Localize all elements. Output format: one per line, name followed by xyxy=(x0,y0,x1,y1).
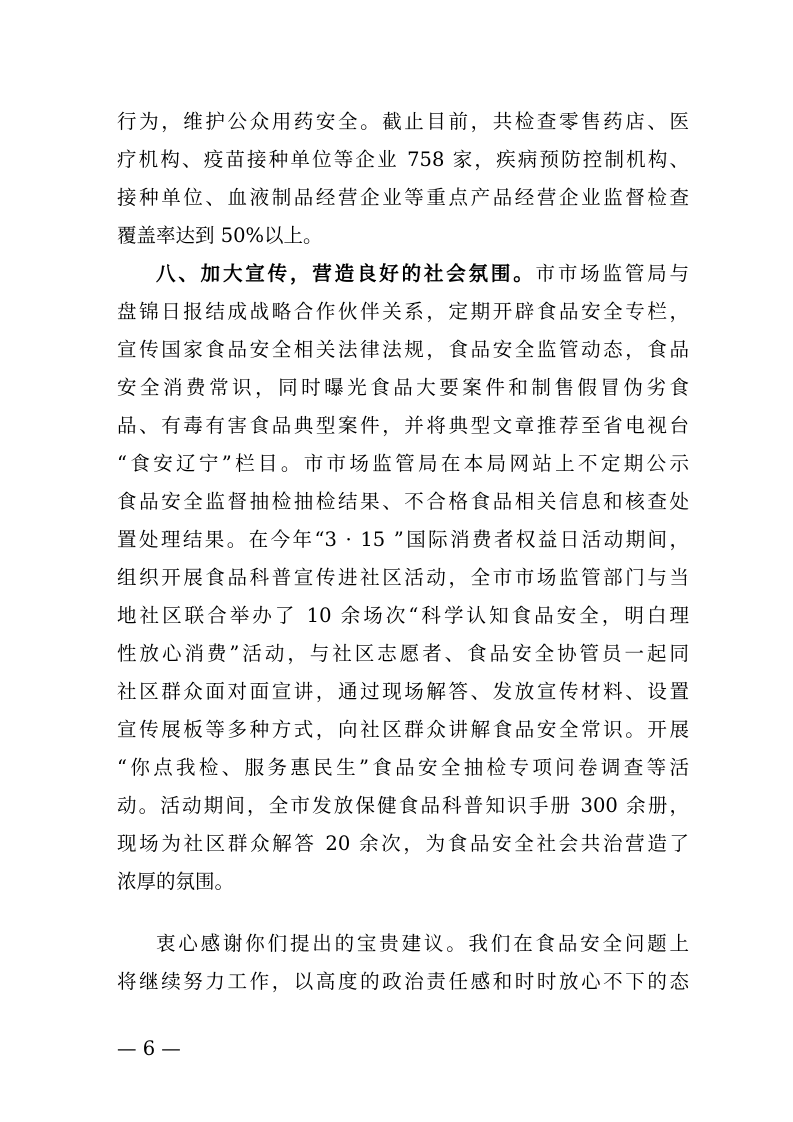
text-line: 行为，维护公众用药安全。截止目前，共检查零售药店、医 xyxy=(117,110,689,133)
paragraph-thanks xyxy=(117,925,689,1001)
text-line: 性放心消费”活动，与社区志愿者、食品安全协管员一起同 xyxy=(117,642,689,665)
text-line: “你点我检、服务惠民生”食品安全抽检专项问卷调查等活 xyxy=(117,756,689,779)
text-line: 品、有毒有害食品典型案件，并将典型文章推荐至省电视台 xyxy=(117,414,689,437)
text-line: 浓厚的氛围。 xyxy=(117,870,235,893)
text-line: 衷心感谢你们提出的宝贵建议。我们在食品安全问题上 xyxy=(156,932,689,955)
paragraph-gap xyxy=(117,901,689,925)
body-text xyxy=(117,103,689,1001)
text-line: 宣传展板等多种方式，向社区群众讲解食品安全常识。开展 xyxy=(117,718,689,741)
text-line: 宣传国家食品安全相关法律法规，食品安全监管动态，食品 xyxy=(117,338,689,361)
text-line: 接种单位、血液制品经营企业等重点产品经营企业监督检查 xyxy=(117,186,689,209)
text-line: 安全消费常识，同时曝光食品大要案件和制售假冒伪劣食 xyxy=(117,376,689,399)
heading-line-rest: 市市场监管局与 xyxy=(535,262,689,285)
text-line: 疗机构、疫苗接种单位等企业 758 家，疾病预防控制机构、 xyxy=(117,148,689,171)
section-heading: 八、加大宣传，营造良好的社会氛围。 xyxy=(156,262,536,285)
text-line: 社区群众面对面宣讲，通过现场解答、发放宣传材料、设置 xyxy=(117,680,689,703)
paragraph-publicity xyxy=(117,255,689,901)
paragraph-drug-safety xyxy=(117,103,689,255)
text-line: 组织开展食品科普宣传进社区活动，全市市场监管部门与当 xyxy=(117,566,689,589)
text-line: 盘锦日报结成战略合作伙伴关系，定期开辟食品安全专栏， xyxy=(117,300,689,323)
page-number: — 6 — xyxy=(117,1037,181,1060)
text-line: 地社区联合举办了 10 余场次“科学认知食品安全，明白理 xyxy=(117,604,689,627)
text-line xyxy=(117,255,689,293)
text-line: 将继续努力工作，以高度的政治责任感和时时放心不下的态 xyxy=(117,970,689,993)
text-line: 覆盖率达到 50%以上。 xyxy=(117,224,323,247)
text-line: 动。活动期间，全市发放保健食品科普知识手册 300 余册， xyxy=(117,794,689,817)
text-line: 现场为社区群众解答 20 余次，为食品安全社会共治营造了 xyxy=(117,832,689,855)
text-line: 置处理结果。在今年“3 · 15 ”国际消费者权益日活动期间， xyxy=(117,528,689,551)
text-line: 食品安全监督抽检抽检结果、不合格食品相关信息和核查处 xyxy=(117,490,689,513)
text-line: “食安辽宁”栏目。市市场监管局在本局网站上不定期公示 xyxy=(117,452,689,475)
